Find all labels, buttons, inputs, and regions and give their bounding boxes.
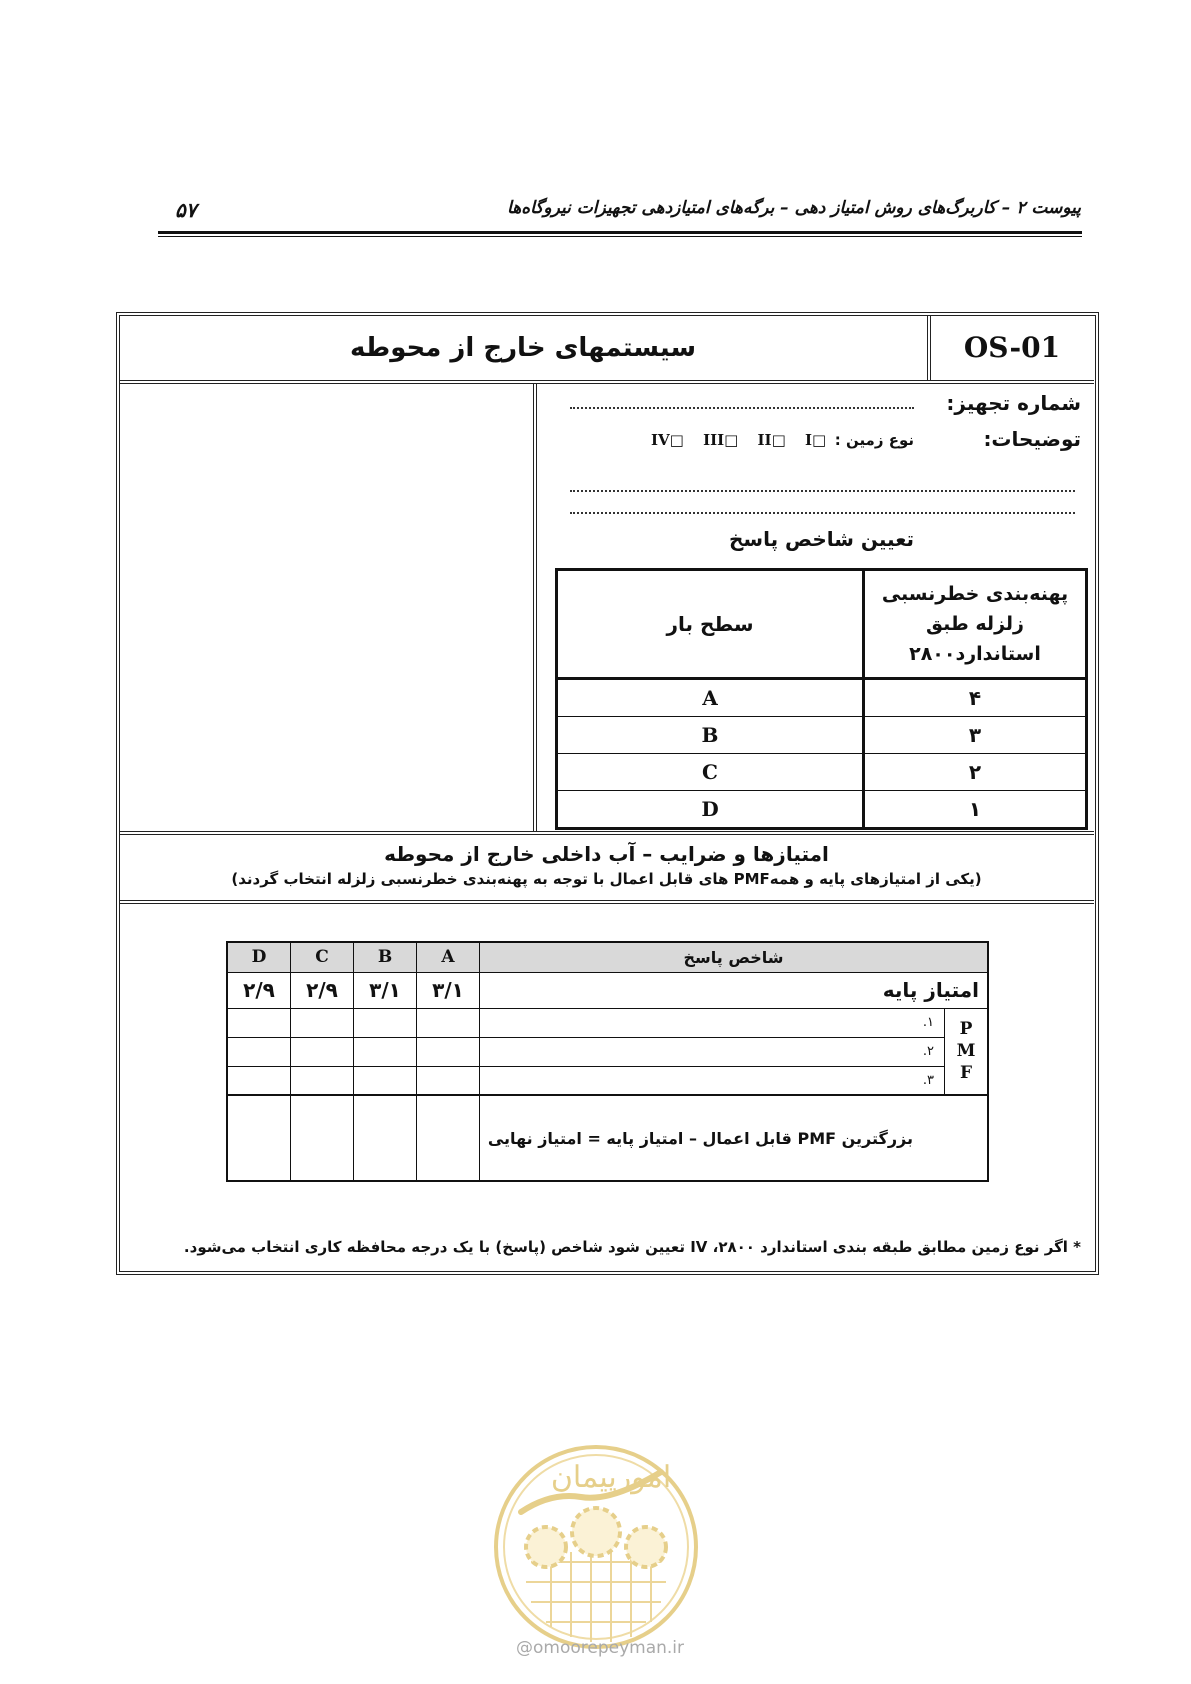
section-line: [119, 900, 1094, 901]
final-score-c[interactable]: [291, 1095, 354, 1181]
base-score-a[interactable]: ۳/۱: [417, 972, 480, 1008]
pmf-item: ۳.: [480, 1066, 945, 1095]
pmf-letter: M: [956, 1041, 976, 1062]
pmf-item: ۲.: [480, 1037, 945, 1066]
pmf-letter: F: [959, 1063, 973, 1084]
soil-class-iv[interactable]: IV□: [651, 431, 684, 449]
pmf-cell[interactable]: [227, 1008, 291, 1037]
section-line-inner: [119, 834, 1094, 835]
response-table-header: [557, 570, 1087, 679]
base-score-d[interactable]: ۲/۹: [227, 972, 291, 1008]
pmf-row: [227, 1066, 988, 1095]
score-table: [226, 941, 989, 1182]
table-row: [557, 679, 1087, 717]
table-row: [557, 791, 1087, 829]
pmf-cell[interactable]: [291, 1066, 354, 1095]
soil-class-iii[interactable]: III□: [703, 431, 739, 449]
description-label: توضیحات:: [983, 427, 1081, 451]
level-cell: B: [557, 717, 864, 754]
table-row: [557, 717, 1087, 754]
pmf-cell[interactable]: [291, 1037, 354, 1066]
col-a-header: A: [417, 942, 480, 972]
base-score-c[interactable]: ۲/۹: [291, 972, 354, 1008]
scores-title: امتیازها و ضرایب – آب داخلی خارج از محوطه: [384, 842, 829, 866]
final-score-a[interactable]: [417, 1095, 480, 1181]
zone-cell: ۳: [864, 717, 1087, 754]
watermark-text: امورپیمان: [550, 1460, 672, 1495]
header-rule: [158, 231, 1082, 234]
description-line-2[interactable]: [570, 512, 1075, 514]
level-cell: C: [557, 754, 864, 791]
title-divider: [927, 315, 928, 380]
footnote: * اگر نوع زمین مطابق طبقه بندی استاندارد ۲۸۰۰، IV تعیین شود شاخص (پاسخ) با یک درجه محافظه کاری انتخاب می‌شود.: [183, 1238, 1081, 1256]
soil-class-i[interactable]: I□: [804, 431, 827, 449]
final-score-formula: بزرگترین PMF قابل اعمال – امتیاز پایه = امتیاز نهایی: [480, 1095, 989, 1181]
level-cell: D: [557, 791, 864, 829]
section-line-inner: [119, 903, 1094, 904]
description-line-1[interactable]: [570, 490, 1075, 492]
equipment-number-field[interactable]: [570, 407, 914, 409]
response-index-header: شاخص پاسخ: [480, 942, 989, 972]
final-score-row: [227, 1095, 988, 1181]
soil-type-options: [637, 431, 826, 449]
table-row: [557, 754, 1087, 791]
final-score-b[interactable]: [354, 1095, 417, 1181]
soil-class-ii[interactable]: II□: [757, 431, 786, 449]
title-divider-inner: [930, 315, 931, 380]
pmf-cell[interactable]: [417, 1037, 480, 1066]
pmf-cell[interactable]: [227, 1037, 291, 1066]
col-b-header: B: [354, 942, 417, 972]
zone-cell: ۴: [864, 679, 1087, 717]
level-header: سطح بار: [557, 570, 864, 679]
level-cell: A: [557, 679, 864, 717]
zone-cell: ۱: [864, 791, 1087, 829]
zone-header: پهنه‌بندی خطرنسبی زلزله طبق استاندارد۲۸۰۰: [864, 570, 1087, 679]
base-score-row: [227, 972, 988, 1008]
running-title: پیوست ۲ – کاربرگ‌های روش امتیاز دهی – برگه‌های امتیازدهی تجهیزات نیروگاه‌ها: [507, 198, 1081, 218]
base-score-label: امتیاز پایه: [480, 972, 989, 1008]
col-d-header: D: [227, 942, 291, 972]
col-c-header: C: [291, 942, 354, 972]
response-table: [555, 568, 1088, 830]
pmf-letter: P: [959, 1019, 973, 1040]
equipment-number-label: شماره تجهیز:: [946, 391, 1081, 415]
soil-type-label: نوع زمین :: [834, 431, 914, 449]
form-code: OS-01: [963, 331, 1061, 364]
pmf-cell[interactable]: [291, 1008, 354, 1037]
image-area-divider: [533, 383, 534, 831]
watermark-logo: [491, 1442, 701, 1652]
scores-note: (یکی از امتیازهای پایه و همهPMF های قابل اعمال با توجه به پهنه‌بندی خطرنسبی زلزله انتخاب گردند): [231, 870, 982, 888]
pmf-item: ۱.: [480, 1008, 945, 1037]
watermark-url: @omoorepeyman.ir: [515, 1638, 685, 1658]
title-bottom-line: [119, 380, 1094, 381]
image-area-divider-inner: [536, 383, 537, 831]
score-table-header: [227, 942, 988, 972]
pmf-cell[interactable]: [227, 1066, 291, 1095]
form-title: سیستمهای خارج از محوطه: [349, 332, 697, 363]
zone-cell: ۲: [864, 754, 1087, 791]
pmf-cell[interactable]: [354, 1037, 417, 1066]
response-heading: تعیین شاخص پاسخ: [728, 527, 915, 551]
equipment-image-area: [119, 383, 533, 831]
pmf-label: [945, 1008, 989, 1095]
scores-header: [119, 836, 1094, 888]
final-score-d[interactable]: [227, 1095, 291, 1181]
page-number: ۵۷: [175, 198, 197, 222]
pmf-row: [227, 1037, 988, 1066]
pmf-cell[interactable]: [354, 1066, 417, 1095]
section-line: [119, 831, 1094, 832]
pmf-cell[interactable]: [417, 1008, 480, 1037]
base-score-b[interactable]: ۳/۱: [354, 972, 417, 1008]
pmf-cell[interactable]: [354, 1008, 417, 1037]
pmf-row: [227, 1008, 988, 1037]
header-rule-thin: [158, 236, 1082, 237]
pmf-cell[interactable]: [417, 1066, 480, 1095]
